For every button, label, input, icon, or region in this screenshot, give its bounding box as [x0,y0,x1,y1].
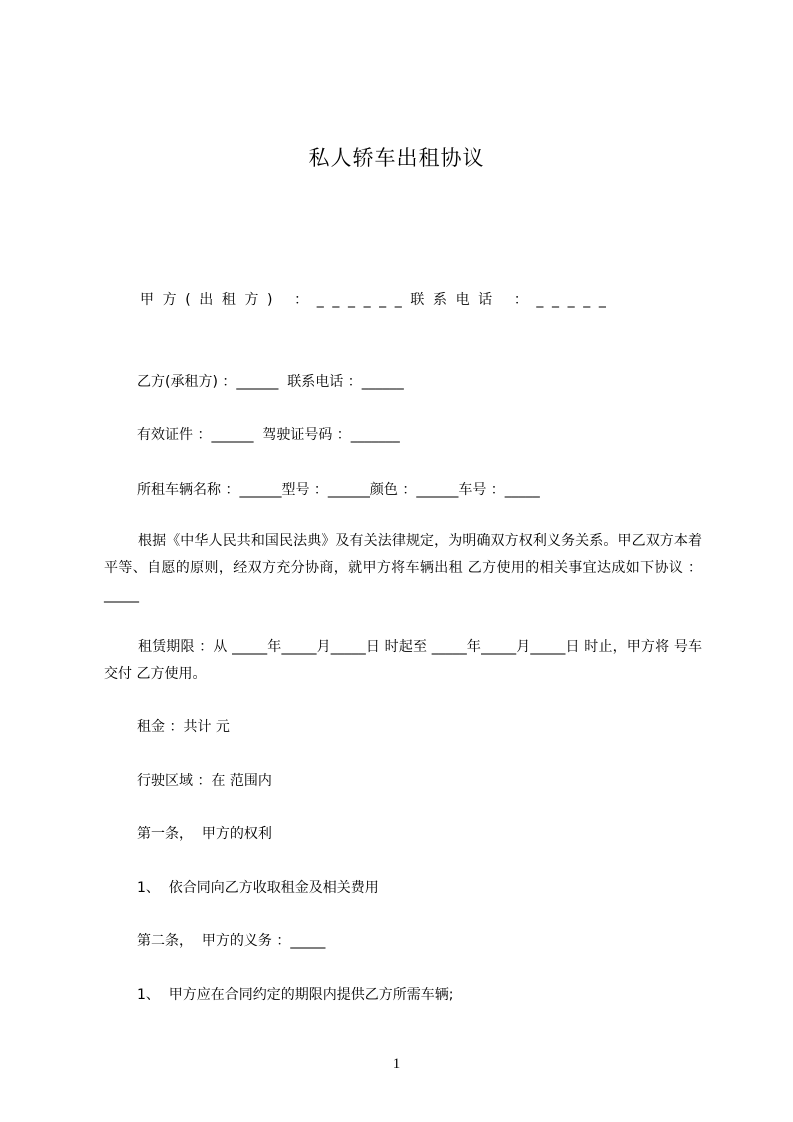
driving-area-line: 行驶区域 ：在 范围内 [137,773,272,789]
preamble-paragraph: 根据《中华人民共和国民法典》及有关法律规定，为明确双方权利义务关系。甲乙双方本着平等、自愿的原则，经双方充分协商，就甲方将车辆出租 乙方使用的相关事宜达成如下协议 ：_____ [104,533,702,603]
document-title: 私人轿车出租协议 [308,146,485,170]
party-b-line: 乙方(承租方) ：______ 联系电话 ：______ [137,374,404,390]
article-1-item-1: 1、 依合同向乙方收取租金及相关费用 [137,880,379,896]
article-2-heading: 第二条， 甲方的义务 ：_____ [137,933,326,949]
article-1-heading: 第一条， 甲方的权利 [137,826,272,842]
rent-line: 租金 ：共计 元 [137,719,230,735]
page-number: 1 [392,1056,401,1072]
party-a-line: 甲方(出租方) ：______联系电话 ：_____ [140,292,615,308]
id-line: 有效证件 ：______ 驾驶证号码 ：_______ [137,427,400,443]
article-2-item-1: 1、 甲方应在合同约定的期限内提供乙方所需车辆; [137,987,454,1003]
vehicle-line: 所租车辆名称 ：______型号 ：______颜色 ：______车号 ：_____ [137,482,540,498]
lease-period-paragraph: 租赁期限 ：从 _____年_____月_____日 时起至 _____年_____月_____日 时止，甲方将 号车交付 乙方使用。 [104,639,702,682]
